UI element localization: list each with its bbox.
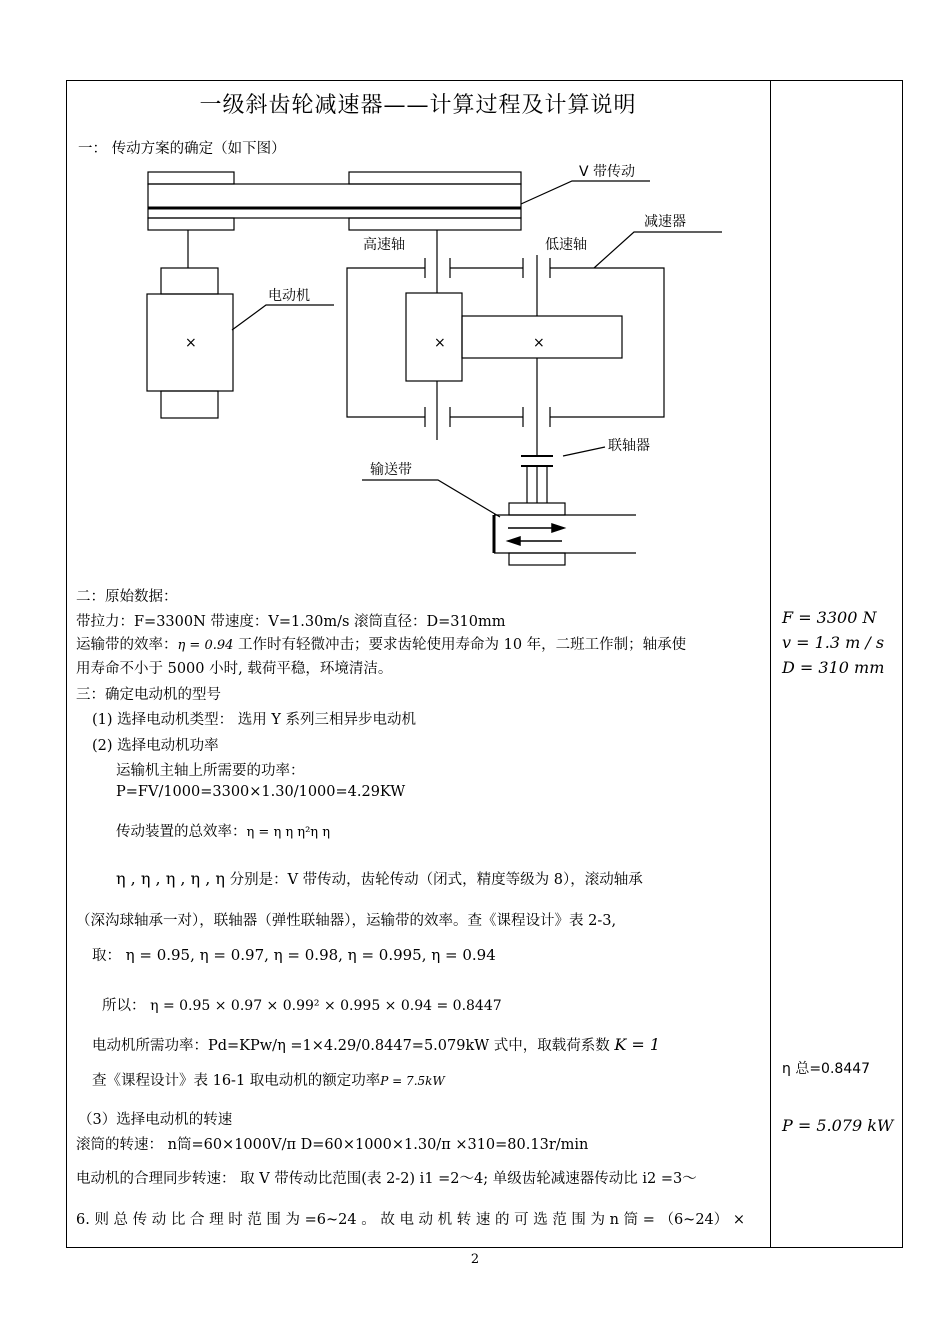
motor-top-cap xyxy=(161,268,218,294)
item3: （3）选择电动机的转速 xyxy=(78,1112,233,1128)
label-high-shaft: 高速轴 xyxy=(363,237,405,253)
belt-pulley-left-top xyxy=(148,172,234,184)
power-formula: P=FV/1000=3300×1.30/1000=4.29KW xyxy=(116,784,406,800)
drum-speed: 滚筒的转速： n筒=60×1000V/π D=60×1000×1.30/π ×310=80.13r/min xyxy=(76,1137,589,1153)
transmission-diagram xyxy=(140,160,686,580)
item1: (1) 选择电动机类型： 选用 Y 系列三相异步电动机 xyxy=(92,712,417,728)
sidebar-f: F = 3300 N xyxy=(782,608,877,627)
label-reducer: 减速器 xyxy=(644,214,686,230)
label-motor: 电动机 xyxy=(268,288,310,304)
raw-data-line3: 用寿命不小于 5000 小时, 载荷平稳，环境清洁。 xyxy=(76,661,393,677)
label-coupling: 联轴器 xyxy=(608,438,650,454)
section1-heading: 一： 传动方案的确定（如下图） xyxy=(78,141,286,157)
label-low-shaft: 低速轴 xyxy=(545,237,587,253)
sidebar-eta-total: η 总=0.8447 xyxy=(782,1061,871,1077)
sidebar-d: D = 310 mm xyxy=(782,658,885,677)
eta-list-line: η , η , η , η , η 分别是：V 带传动，齿轮传动（闭式，精度等级为 8），滚动轴承 xyxy=(116,869,643,888)
sidebar-pd: P = 5.079 kW xyxy=(782,1116,894,1135)
raw-data-line2: 运输带的效率：η = 0.94 工作时有轻微冲击；要求齿轮使用寿命为 10 年，二班工作制；轴承使 xyxy=(76,637,687,653)
page-title: 一级斜齿轮减速器——计算过程及计算说明 xyxy=(199,93,637,118)
label-v-belt: V 带传动 xyxy=(579,164,636,180)
motor-bottom-cap xyxy=(161,391,218,418)
page-number: 2 xyxy=(470,1252,480,1267)
raw-data-line1: 带拉力：F=3300N 带速度：V=1.30m/s 滚筒直径：D=310mm xyxy=(76,614,506,630)
sync-speed: 电动机的合理同步转速： 取 V 带传动比范围(表 2-2) i1 =2～4; 单级齿轮减速器传动比 i2 =3～ xyxy=(76,1171,697,1187)
eta-desc2: （深沟球轴承一对），联轴器（弹性联轴器），运输带的效率。查《课程设计》表 2-3, xyxy=(76,913,617,929)
ratio-line: 6. 则 总 传 动 比 合 理 时 范 围 为 =6~24 。 故 电 动 机 转 速 的 可 选 范 围 为 n 筒 = （6~24） × xyxy=(76,1212,746,1228)
motor-power: 电动机所需功率：Pd=KPw/η =1×4.29/0.8447=5.079kW 式中，取载荷系数 K = 1 xyxy=(92,1035,661,1054)
motor-cross: × xyxy=(185,335,197,351)
section2-heading: 二：原始数据： xyxy=(76,589,178,605)
item2: (2) 选择电动机功率 xyxy=(92,738,219,754)
belt-pulley-right-top xyxy=(349,172,521,184)
take-values: 取： η = 0.95, η = 0.97, η = 0.98, η = 0.995, η = 0.94 xyxy=(92,946,496,964)
section3-heading: 三：确定电动机的型号 xyxy=(76,687,221,703)
rated-power: 查《课程设计》表 16-1 取电动机的额定功率P = 7.5kW xyxy=(92,1073,445,1089)
sidebar-v: v = 1.3 m / s xyxy=(782,633,885,652)
gear-cross: × xyxy=(533,335,545,351)
total-eff: 传动装置的总效率：η = η η η²η η xyxy=(116,824,330,840)
so-formula: 所以： η = 0.95 × 0.97 × 0.99² × 0.995 × 0.94 = 0.8447 xyxy=(102,998,502,1014)
power-need: 运输机主轴上所需要的功率： xyxy=(116,763,305,779)
label-conveyor: 输送带 xyxy=(370,462,412,478)
column-divider xyxy=(770,80,771,1248)
v-belt xyxy=(148,184,521,218)
pinion-cross: × xyxy=(434,335,446,351)
